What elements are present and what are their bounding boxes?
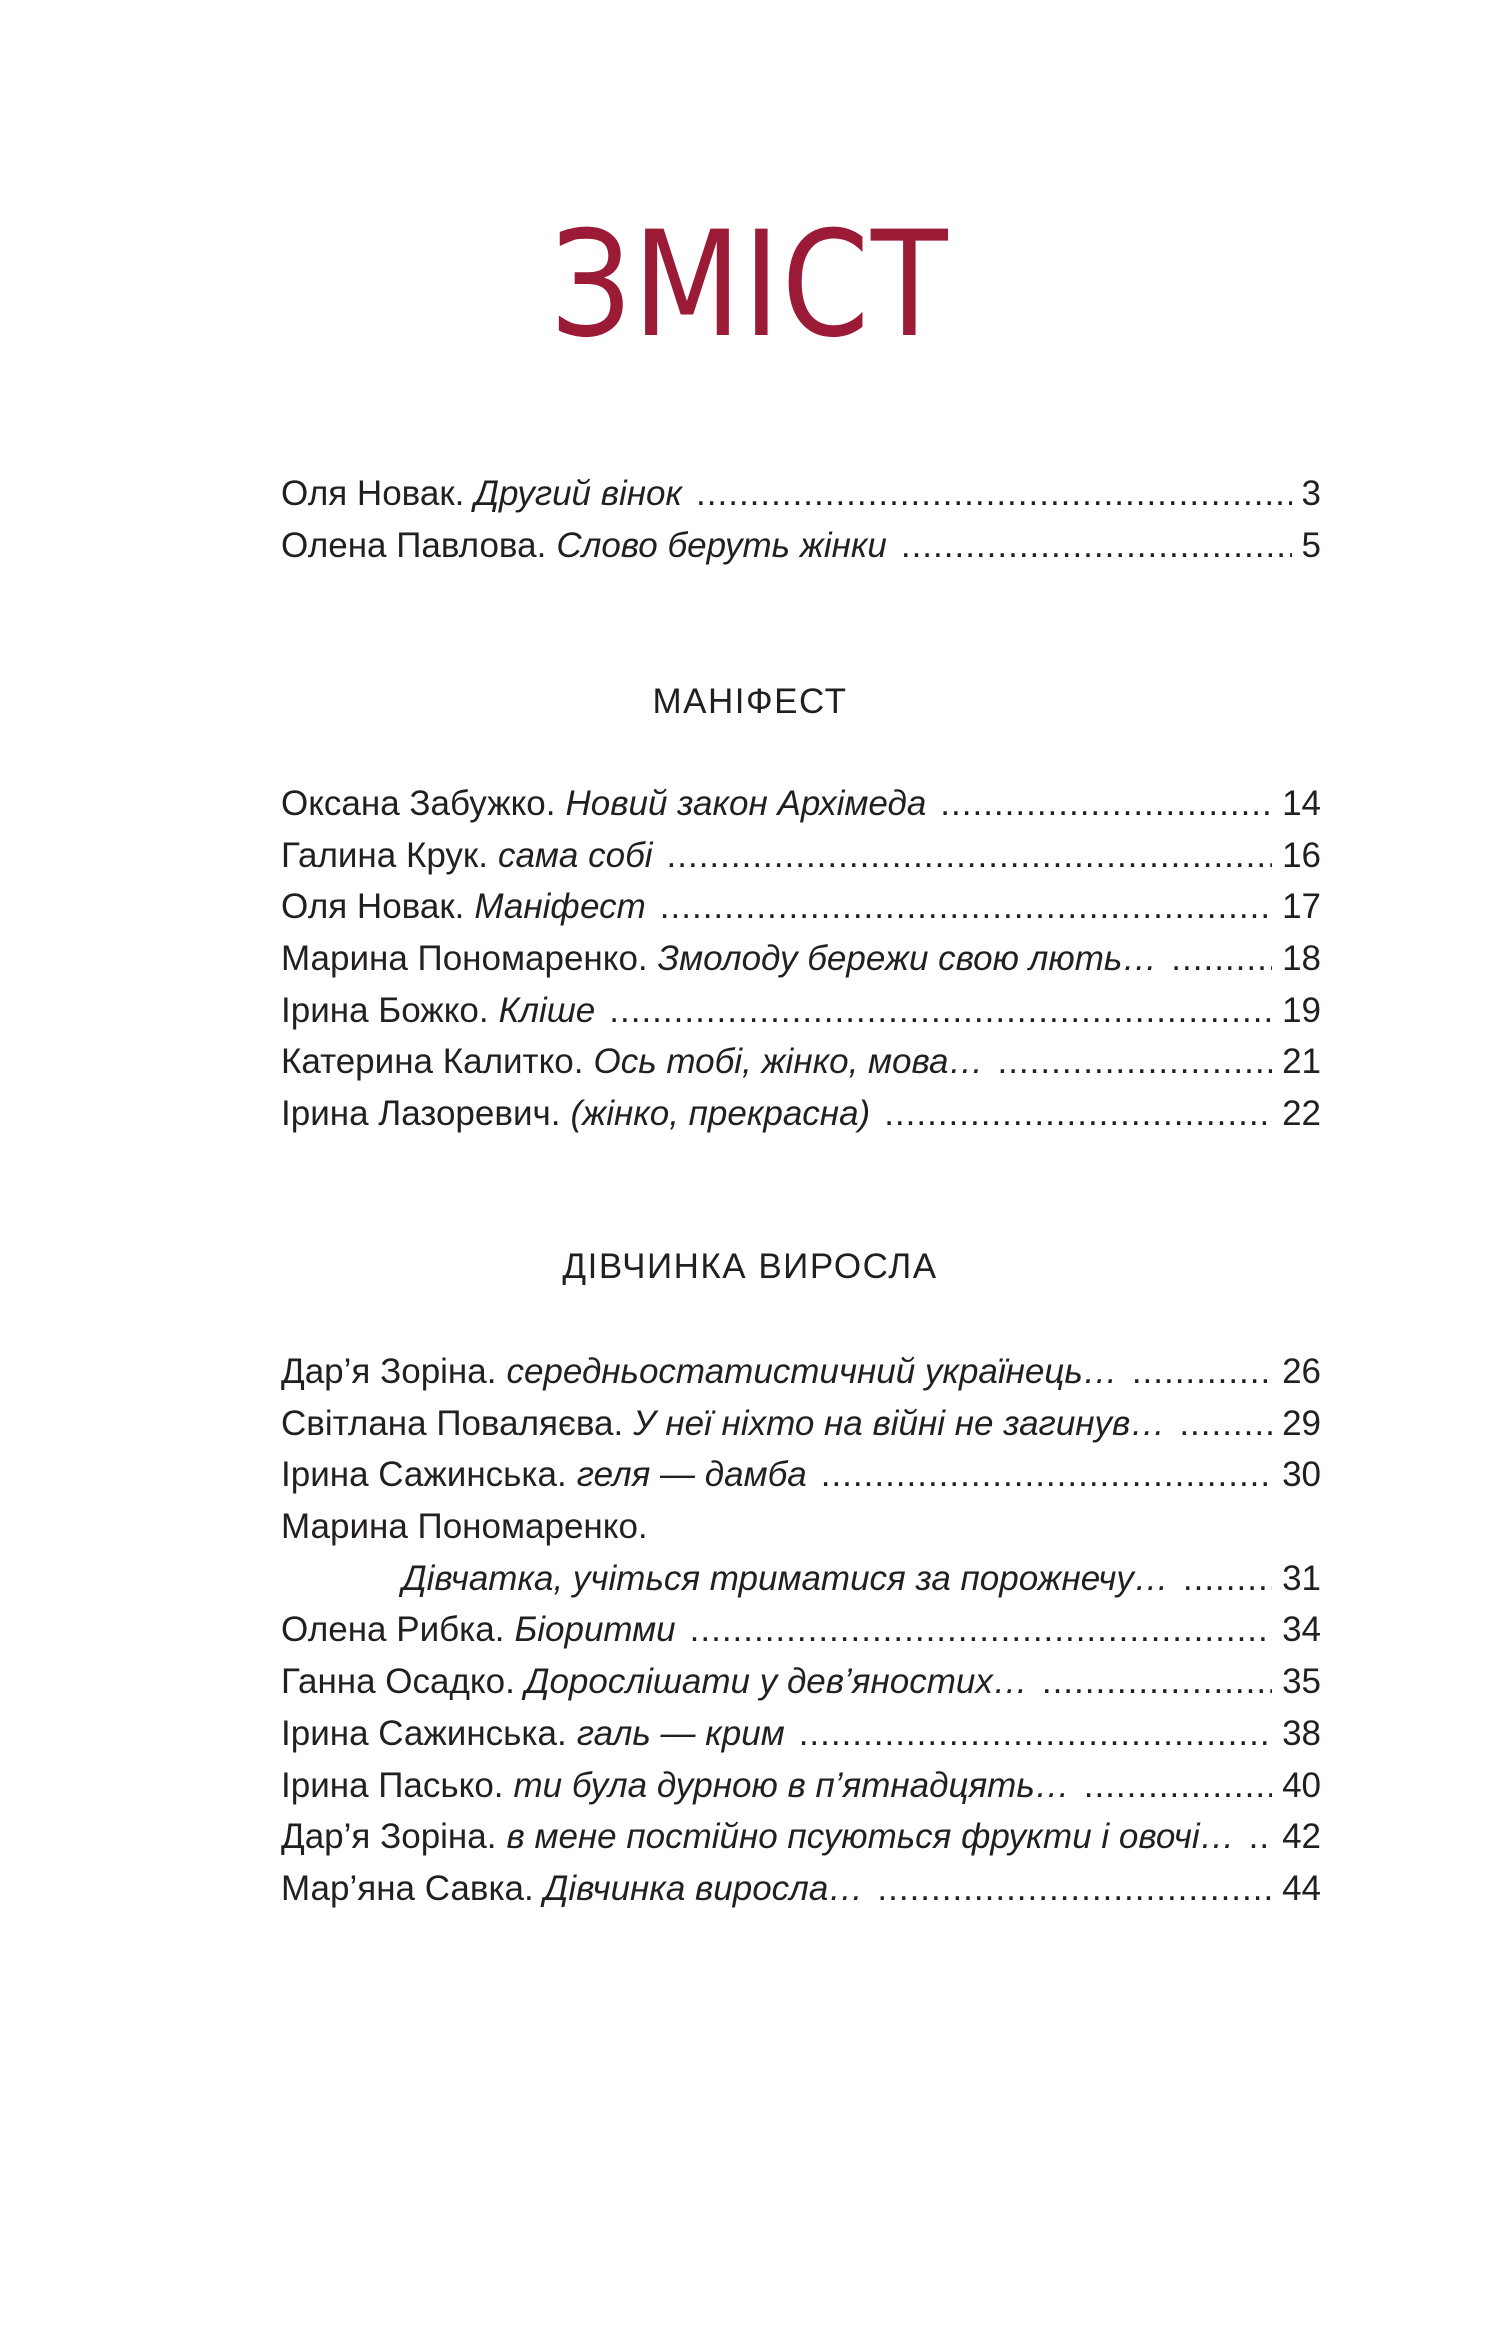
entry-author: Ганна Осадко. bbox=[281, 1662, 515, 1702]
entry-page-number: 14 bbox=[1282, 784, 1321, 823]
dot-leader bbox=[940, 778, 1272, 830]
toc-entry[interactable] bbox=[281, 881, 1321, 933]
dot-leader bbox=[609, 985, 1272, 1037]
entry-author: Світлана Поваляєва. bbox=[281, 1403, 624, 1443]
entry-title: Новий закон Архімеда bbox=[565, 784, 927, 823]
toc-intro-list bbox=[281, 468, 1321, 571]
entry-page-number: 35 bbox=[1282, 1662, 1321, 1702]
toc-entry[interactable] bbox=[281, 1088, 1321, 1140]
entry-title: сама собі bbox=[497, 835, 653, 875]
entry-page-number: 42 bbox=[1282, 1817, 1321, 1857]
entry-title: Маніфест bbox=[474, 887, 646, 927]
entry-page-number: 26 bbox=[1282, 1352, 1321, 1391]
entry-title: Ось тобі, жінко, мова… bbox=[593, 1042, 984, 1082]
entry-title: ти була дурною в п’ятнадцять… bbox=[513, 1765, 1070, 1805]
entry-title: Кліше bbox=[498, 990, 596, 1030]
entry-title: Слово беруть жінки bbox=[556, 525, 887, 565]
entry-page-number: 18 bbox=[1282, 939, 1321, 979]
entry-title: (жінко, прекрасна) bbox=[570, 1094, 871, 1134]
dot-leader bbox=[1084, 1760, 1272, 1812]
entry-author: Оля Новак. bbox=[281, 474, 465, 513]
dot-leader bbox=[1179, 1398, 1272, 1450]
dot-leader bbox=[884, 1088, 1272, 1140]
entry-page-number: 29 bbox=[1282, 1403, 1321, 1443]
entry-author: Галина Крук. bbox=[281, 835, 488, 875]
entry-author: Катерина Калитко. bbox=[281, 1042, 584, 1082]
entry-page-number: 34 bbox=[1282, 1610, 1321, 1650]
page-title: ЗМІСТ bbox=[550, 200, 950, 370]
entry-author: Оля Новак. bbox=[281, 887, 465, 927]
entry-author: Олена Рибка. bbox=[281, 1610, 505, 1650]
dot-leader bbox=[696, 468, 1291, 520]
dot-leader bbox=[901, 520, 1292, 572]
dot-leader bbox=[660, 881, 1272, 933]
entry-author: Марина Пономаренко. bbox=[281, 939, 648, 979]
entry-page-number: 17 bbox=[1282, 887, 1321, 927]
toc-entry[interactable] bbox=[281, 1553, 1321, 1605]
toc-entry[interactable] bbox=[281, 985, 1321, 1037]
entry-author-line: Марина Пономаренко. bbox=[281, 1507, 648, 1547]
entry-author: Оксана Забужко. bbox=[281, 784, 556, 823]
dot-leader bbox=[1042, 1656, 1272, 1708]
dot-leader bbox=[1171, 933, 1272, 985]
entry-author: Ірина Сажинська. bbox=[281, 1713, 567, 1753]
entry-title: в мене постійно псуються фрукти і овочі… bbox=[506, 1817, 1235, 1857]
toc-entry[interactable] bbox=[281, 1760, 1321, 1812]
entry-author: Олена Павлова. bbox=[281, 525, 547, 565]
toc-entry[interactable] bbox=[281, 1708, 1321, 1760]
entry-page-number: 40 bbox=[1282, 1765, 1321, 1805]
entry-page-number: 16 bbox=[1282, 835, 1321, 875]
toc-section-manifesto-list bbox=[281, 778, 1321, 1140]
toc-entry[interactable] bbox=[281, 1398, 1321, 1450]
entry-page-number: 19 bbox=[1282, 990, 1321, 1030]
toc-entry[interactable] bbox=[281, 1863, 1321, 1915]
dot-leader bbox=[667, 830, 1273, 882]
section-heading-girl-grew-up: ДІВЧИНКА ВИРОСЛА bbox=[562, 1247, 938, 1286]
entry-author: Ірина Пасько. bbox=[281, 1765, 504, 1805]
entry-title: Дівчатка, учіться триматися за порожнечу… bbox=[402, 1558, 1169, 1598]
dot-leader bbox=[1132, 1346, 1272, 1398]
toc-entry[interactable] bbox=[281, 778, 1321, 830]
toc-entry[interactable] bbox=[281, 1346, 1321, 1398]
entry-author: Дар’я Зоріна. bbox=[281, 1817, 497, 1857]
entry-author: Дар’я Зоріна. bbox=[281, 1352, 497, 1391]
entry-title: середньостатистичний українець… bbox=[506, 1352, 1118, 1391]
entry-page-number: 31 bbox=[1282, 1558, 1321, 1598]
toc-entry[interactable] bbox=[281, 1811, 1321, 1863]
entry-page-number: 5 bbox=[1301, 525, 1321, 565]
toc-entry[interactable] bbox=[281, 520, 1321, 572]
dot-leader bbox=[690, 1604, 1272, 1656]
entry-page-number: 30 bbox=[1282, 1455, 1321, 1495]
section-heading-manifesto: МАНІФЕСТ bbox=[652, 682, 848, 721]
toc-entry[interactable] bbox=[281, 933, 1321, 985]
entry-title: Дівчинка виросла… bbox=[543, 1868, 864, 1908]
toc-entry[interactable] bbox=[281, 1449, 1321, 1501]
dot-leader bbox=[799, 1708, 1272, 1760]
dot-leader bbox=[1183, 1553, 1272, 1605]
entry-page-number: 3 bbox=[1301, 474, 1321, 513]
dot-leader bbox=[877, 1863, 1272, 1915]
entry-title: Дорослішати у дев’яностих… bbox=[524, 1662, 1028, 1702]
entry-title: Другий вінок bbox=[474, 474, 683, 513]
entry-page-number: 38 bbox=[1282, 1713, 1321, 1753]
entry-author: Ірина Сажинська. bbox=[281, 1455, 567, 1495]
entry-title: галь — крим bbox=[576, 1713, 785, 1753]
toc-entry[interactable] bbox=[281, 1656, 1321, 1708]
dot-leader bbox=[997, 1036, 1272, 1088]
entry-title: У неї ніхто на війні не загинув… bbox=[633, 1403, 1166, 1443]
entry-title: Біоритми bbox=[514, 1610, 676, 1650]
entry-author: Ірина Лазоревич. bbox=[281, 1094, 561, 1134]
entry-author: Ірина Божко. bbox=[281, 990, 489, 1030]
entry-page-number: 44 bbox=[1282, 1868, 1321, 1908]
toc-entry[interactable] bbox=[281, 468, 1321, 520]
entry-title: геля — дамба bbox=[576, 1455, 807, 1495]
toc-entry[interactable] bbox=[281, 830, 1321, 882]
toc-entry[interactable] bbox=[281, 1036, 1321, 1088]
toc-entry[interactable] bbox=[281, 1604, 1321, 1656]
entry-page-number: 21 bbox=[1282, 1042, 1321, 1082]
entry-page-number: 22 bbox=[1282, 1094, 1321, 1134]
dot-leader bbox=[821, 1449, 1272, 1501]
toc-section-girl-grew-up-list bbox=[281, 1346, 1321, 1915]
entry-title: Змолоду бережи свою лють… bbox=[657, 939, 1158, 979]
dot-leader bbox=[1249, 1811, 1272, 1863]
entry-author: Мар’яна Савка. bbox=[281, 1868, 534, 1908]
